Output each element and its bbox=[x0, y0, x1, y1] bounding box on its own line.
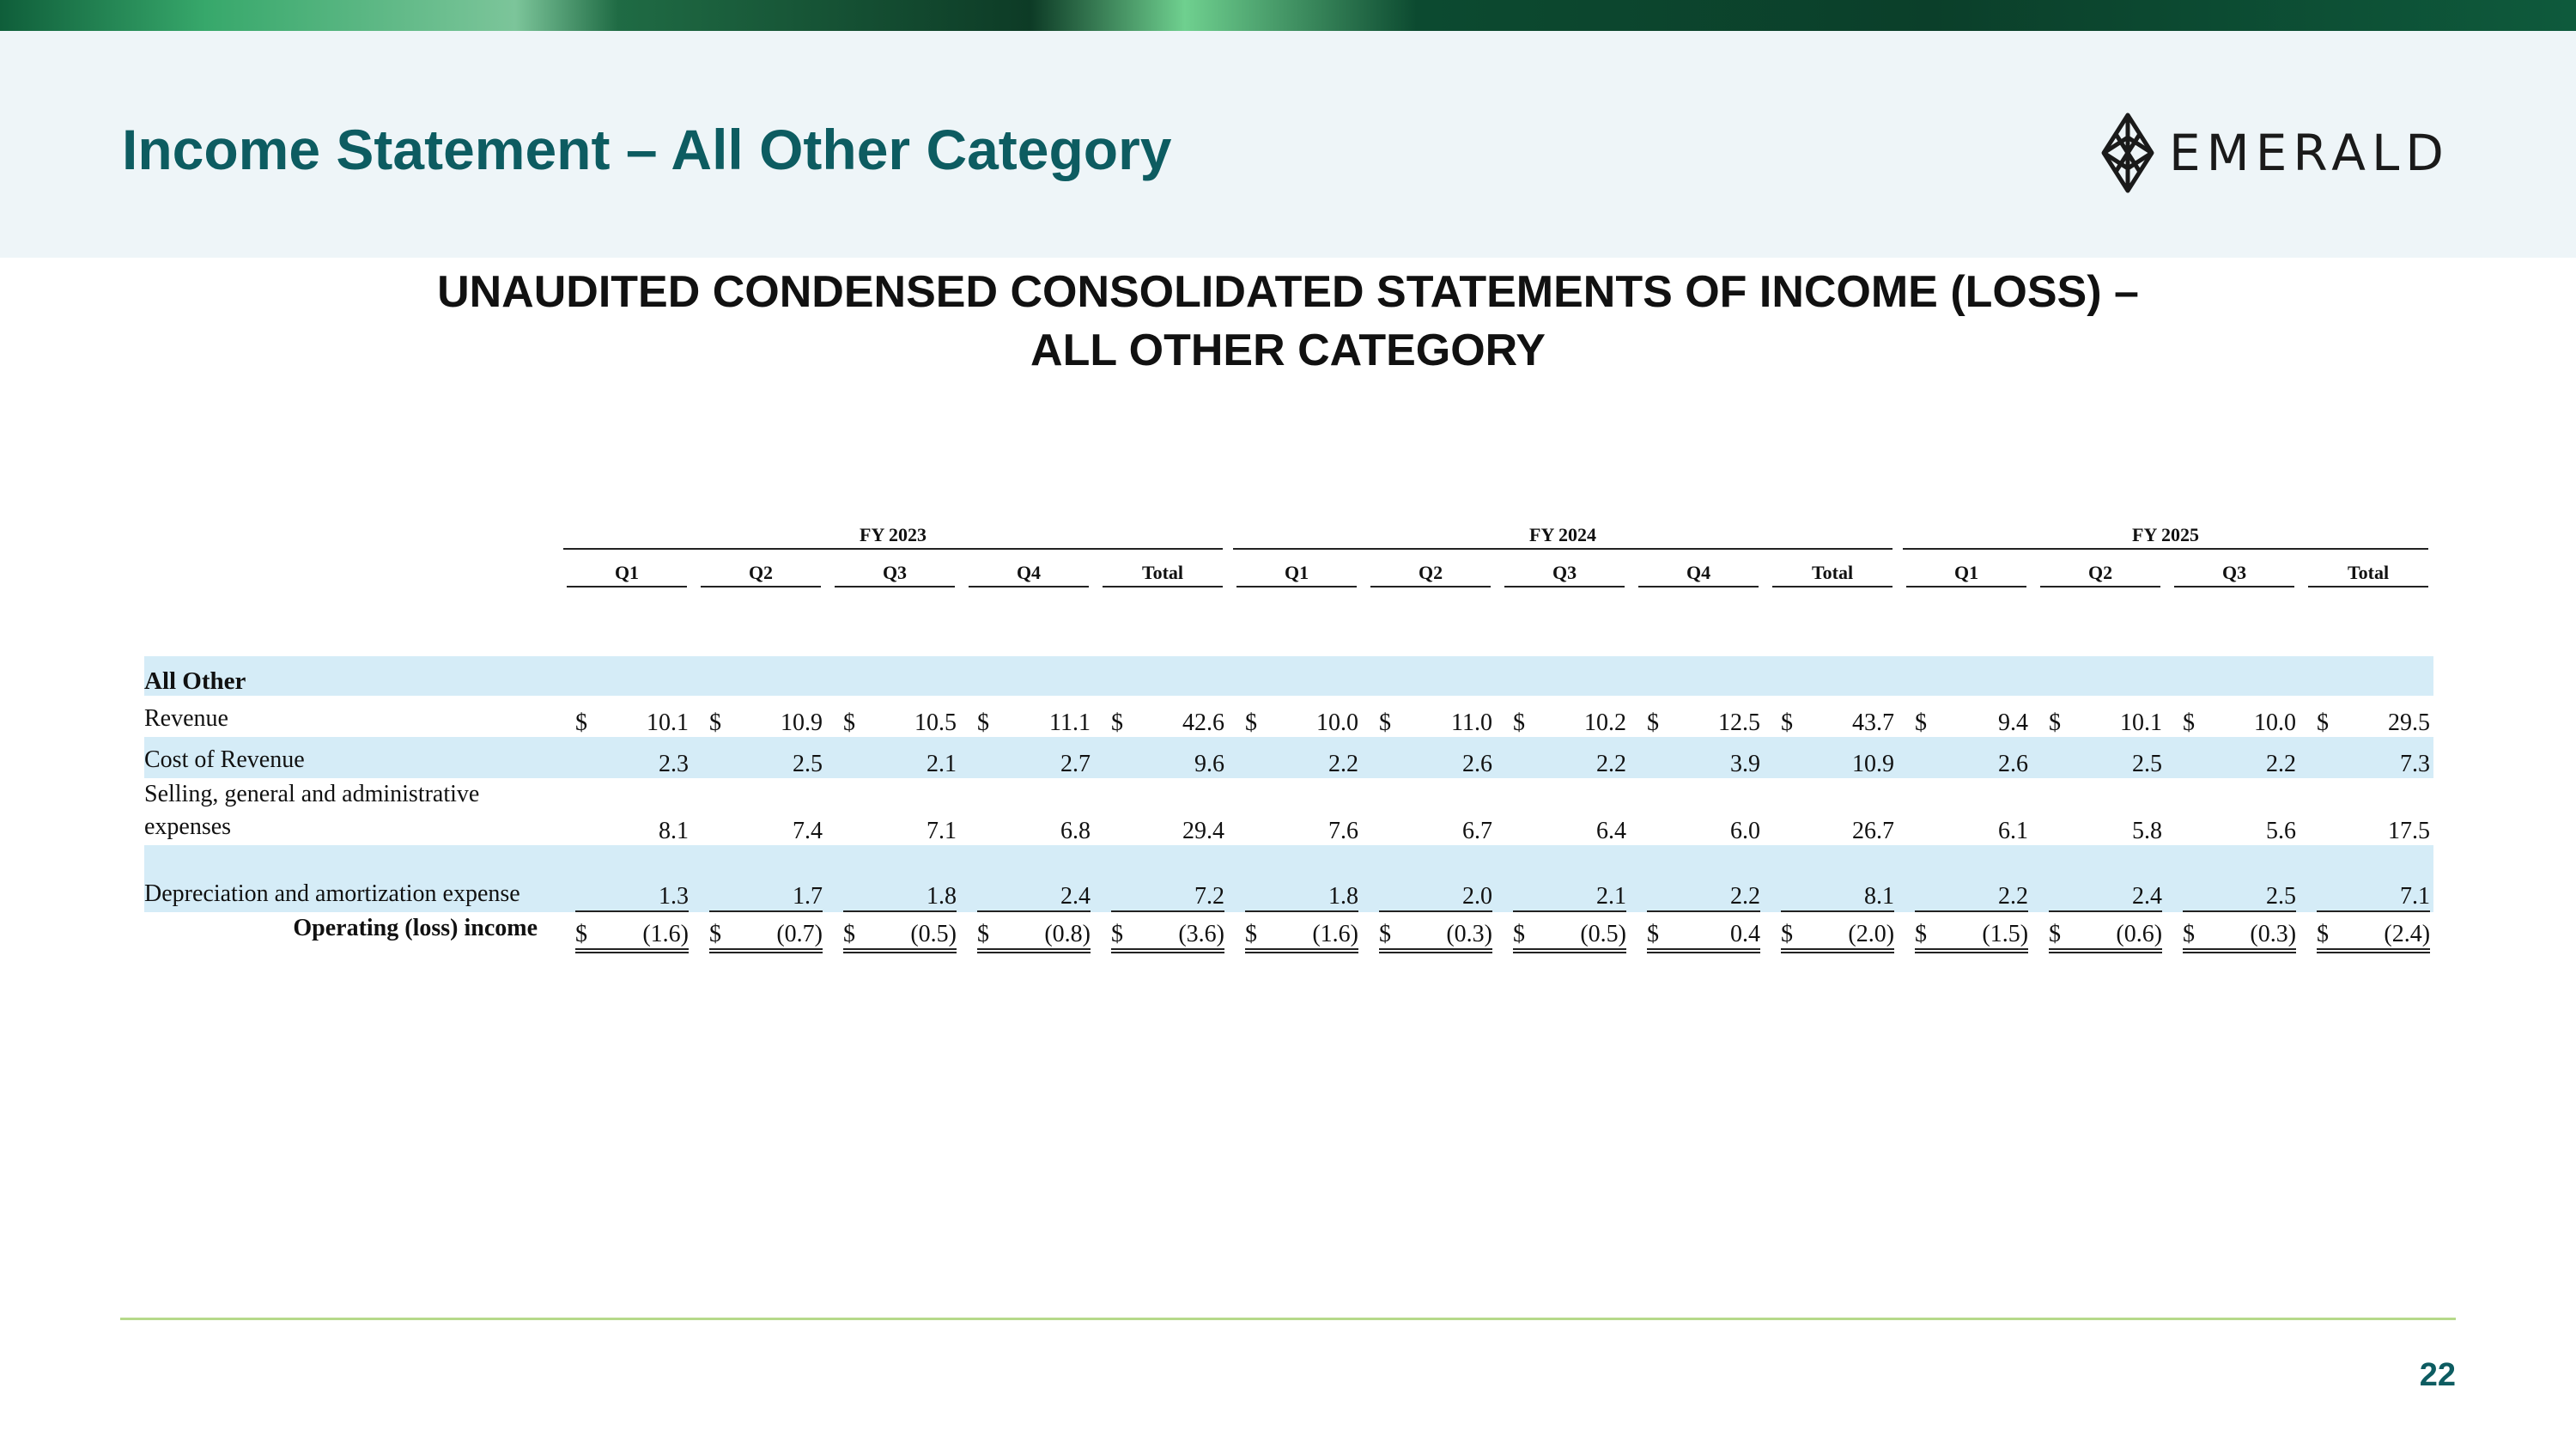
amount: 3.9 bbox=[1730, 751, 1761, 777]
value-cell bbox=[1764, 912, 1898, 953]
column-header: Total bbox=[1094, 550, 1228, 588]
fiscal-year-header-row bbox=[144, 524, 2433, 550]
amount: 9.4 bbox=[1998, 709, 2029, 736]
amount: (1.6) bbox=[642, 921, 689, 947]
value-cell bbox=[1362, 737, 1496, 778]
value-cell bbox=[960, 696, 1094, 737]
amount: 2.1 bbox=[1596, 883, 1627, 910]
amount: 5.6 bbox=[2266, 818, 2297, 844]
value-cell bbox=[1898, 845, 2032, 912]
amount: 6.8 bbox=[1060, 818, 1091, 844]
value-cell bbox=[1898, 696, 2032, 737]
year-header: FY 2024 bbox=[1228, 524, 1898, 550]
amount: 7.4 bbox=[793, 818, 823, 844]
column-header: Q4 bbox=[960, 550, 1094, 588]
footer-divider bbox=[120, 1318, 2456, 1320]
amount: (2.0) bbox=[1848, 921, 1895, 947]
value-cell bbox=[826, 845, 960, 912]
amount: 26.7 bbox=[1852, 818, 1895, 844]
amount: (0.5) bbox=[1580, 921, 1627, 947]
amount: 10.0 bbox=[2254, 709, 2297, 736]
year-header: FY 2025 bbox=[1898, 524, 2433, 550]
currency-symbol: $ bbox=[1781, 709, 1794, 736]
amount: 6.1 bbox=[1998, 818, 2029, 844]
row-label: Selling, general and administrative expenses bbox=[144, 781, 480, 840]
amount: 2.4 bbox=[2132, 883, 2163, 910]
amount: 10.0 bbox=[1316, 709, 1359, 736]
year-header: FY 2023 bbox=[558, 524, 1228, 550]
currency-symbol: $ bbox=[1513, 921, 1526, 947]
amount: (1.6) bbox=[1312, 921, 1359, 947]
currency-symbol: $ bbox=[1245, 709, 1258, 736]
amount: 42.6 bbox=[1182, 709, 1225, 736]
quarter-header-row bbox=[144, 550, 2433, 588]
amount: 2.1 bbox=[927, 751, 957, 777]
value-cell bbox=[1362, 912, 1496, 953]
decorative-banner bbox=[0, 0, 2576, 31]
amount: 9.6 bbox=[1194, 751, 1225, 777]
sga-expenses-row bbox=[144, 778, 2433, 845]
statement-heading-line-2: ALL OTHER CATEGORY bbox=[1030, 326, 1546, 375]
currency-symbol: $ bbox=[1379, 921, 1392, 947]
currency-symbol: $ bbox=[1647, 921, 1660, 947]
amount: 1.8 bbox=[1328, 883, 1359, 910]
column-header: Q3 bbox=[826, 550, 960, 588]
column-header: Q4 bbox=[1630, 550, 1764, 588]
section-header-row bbox=[144, 656, 2433, 696]
value-cell bbox=[1228, 778, 1362, 845]
value-cell bbox=[826, 778, 960, 845]
currency-symbol: $ bbox=[2183, 709, 2196, 736]
amount: 10.9 bbox=[1852, 751, 1895, 777]
value-cell bbox=[1496, 696, 1630, 737]
value-cell bbox=[2300, 696, 2433, 737]
section-label: All Other bbox=[144, 656, 2433, 696]
currency-symbol: $ bbox=[1379, 709, 1392, 736]
amount: 2.6 bbox=[1462, 751, 1493, 777]
value-cell bbox=[692, 845, 826, 912]
amount: 1.7 bbox=[793, 883, 823, 910]
amount: 2.0 bbox=[1462, 883, 1493, 910]
amount: 2.2 bbox=[1730, 883, 1761, 910]
amount: 11.1 bbox=[1049, 709, 1091, 736]
amount: 29.5 bbox=[2388, 709, 2431, 736]
slide-title: Income Statement – All Other Category bbox=[122, 118, 1172, 181]
amount: (0.6) bbox=[2116, 921, 2163, 947]
value-cell bbox=[960, 845, 1094, 912]
value-cell bbox=[2032, 737, 2166, 778]
amount: (2.4) bbox=[2384, 921, 2431, 947]
amount: 7.2 bbox=[1194, 883, 1225, 910]
value-cell bbox=[1630, 696, 1764, 737]
amount: (3.6) bbox=[1178, 921, 1225, 947]
value-cell bbox=[2032, 696, 2166, 737]
amount: 10.9 bbox=[781, 709, 823, 736]
amount: 10.2 bbox=[1584, 709, 1627, 736]
depreciation-amortization-row bbox=[144, 845, 2433, 912]
value-cell bbox=[2300, 778, 2433, 845]
amount: 2.7 bbox=[1060, 751, 1091, 777]
value-cell bbox=[1094, 696, 1228, 737]
amount: 1.3 bbox=[659, 883, 689, 910]
value-cell bbox=[2166, 737, 2300, 778]
currency-symbol: $ bbox=[977, 709, 989, 736]
amount: 10.1 bbox=[647, 709, 689, 736]
amount: 2.5 bbox=[2266, 883, 2297, 910]
value-cell bbox=[2032, 845, 2166, 912]
amount: 7.1 bbox=[927, 818, 957, 844]
amount: (1.5) bbox=[1982, 921, 2029, 947]
value-cell bbox=[1362, 696, 1496, 737]
value-cell bbox=[1764, 778, 1898, 845]
currency-symbol: $ bbox=[1111, 709, 1123, 736]
amount: 6.4 bbox=[1596, 818, 1627, 844]
amount: 7.1 bbox=[2400, 883, 2431, 910]
value-cell bbox=[2032, 912, 2166, 953]
amount: (0.5) bbox=[910, 921, 957, 947]
value-cell bbox=[2166, 696, 2300, 737]
value-cell bbox=[1630, 778, 1764, 845]
value-cell bbox=[1496, 912, 1630, 953]
statement-heading-line-1: UNAUDITED CONDENSED CONSOLIDATED STATEMENTS OF INCOME (LOSS) – bbox=[437, 267, 2139, 317]
amount: 2.2 bbox=[2266, 751, 2297, 777]
row-label: Depreciation and amortization expense bbox=[144, 845, 558, 912]
value-cell bbox=[1362, 845, 1496, 912]
value-cell bbox=[960, 912, 1094, 953]
value-cell bbox=[1496, 845, 1630, 912]
amount: 10.1 bbox=[2120, 709, 2163, 736]
value-cell bbox=[2032, 778, 2166, 845]
amount: 2.5 bbox=[793, 751, 823, 777]
emerald-gem-icon bbox=[2100, 112, 2155, 194]
amount: 7.3 bbox=[2400, 751, 2431, 777]
amount: (0.8) bbox=[1044, 921, 1091, 947]
company-logo bbox=[2100, 112, 2450, 194]
logo-wordmark: EMERALD bbox=[2169, 124, 2450, 182]
value-cell bbox=[2166, 845, 2300, 912]
currency-symbol: $ bbox=[1245, 921, 1258, 947]
value-cell bbox=[2300, 912, 2433, 953]
currency-symbol: $ bbox=[843, 709, 855, 736]
row-label: Operating (loss) income bbox=[293, 915, 538, 941]
amount: 2.2 bbox=[1328, 751, 1359, 777]
amount: 10.5 bbox=[914, 709, 957, 736]
operating-income-row bbox=[144, 912, 2433, 953]
value-cell bbox=[1898, 912, 2032, 953]
statement-heading bbox=[0, 263, 2576, 380]
column-header: Q1 bbox=[558, 550, 692, 588]
column-header: Q2 bbox=[692, 550, 826, 588]
amount: (0.3) bbox=[1446, 921, 1493, 947]
income-statement-table bbox=[144, 524, 2433, 953]
amount: (0.3) bbox=[2250, 921, 2297, 947]
amount: 2.2 bbox=[1998, 883, 2029, 910]
currency-symbol: $ bbox=[843, 921, 855, 947]
value-cell bbox=[2300, 845, 2433, 912]
value-cell bbox=[692, 696, 826, 737]
value-cell bbox=[692, 912, 826, 953]
value-cell bbox=[558, 845, 692, 912]
column-header: Q3 bbox=[2166, 550, 2300, 588]
value-cell bbox=[1362, 778, 1496, 845]
currency-symbol: $ bbox=[575, 921, 587, 947]
value-cell bbox=[960, 778, 1094, 845]
row-label: Cost of Revenue bbox=[144, 737, 558, 778]
currency-symbol: $ bbox=[1647, 709, 1660, 736]
currency-symbol: $ bbox=[1111, 921, 1123, 947]
amount: 43.7 bbox=[1852, 709, 1895, 736]
value-cell bbox=[1496, 737, 1630, 778]
value-cell bbox=[1496, 778, 1630, 845]
column-header: Q2 bbox=[1362, 550, 1496, 588]
value-cell bbox=[1094, 912, 1228, 953]
amount: 5.8 bbox=[2132, 818, 2163, 844]
revenue-row bbox=[144, 696, 2433, 737]
currency-symbol: $ bbox=[2317, 921, 2330, 947]
currency-symbol: $ bbox=[1513, 709, 1526, 736]
value-cell bbox=[558, 778, 692, 845]
currency-symbol: $ bbox=[1915, 921, 1928, 947]
value-cell bbox=[2166, 912, 2300, 953]
amount: 2.3 bbox=[659, 751, 689, 777]
value-cell bbox=[558, 696, 692, 737]
currency-symbol: $ bbox=[2049, 709, 2062, 736]
value-cell bbox=[2166, 778, 2300, 845]
value-cell bbox=[1898, 737, 2032, 778]
value-cell bbox=[1630, 912, 1764, 953]
amount: 1.8 bbox=[927, 883, 957, 910]
amount: 8.1 bbox=[1864, 883, 1895, 910]
amount: 6.7 bbox=[1462, 818, 1493, 844]
value-cell bbox=[826, 912, 960, 953]
value-cell bbox=[1764, 845, 1898, 912]
amount: 8.1 bbox=[659, 818, 689, 844]
value-cell bbox=[1764, 737, 1898, 778]
currency-symbol: $ bbox=[2049, 921, 2062, 947]
cost-of-revenue-row bbox=[144, 737, 2433, 778]
amount: 6.0 bbox=[1730, 818, 1761, 844]
column-header: Q1 bbox=[1898, 550, 2032, 588]
value-cell bbox=[692, 778, 826, 845]
value-cell bbox=[826, 737, 960, 778]
amount: 29.4 bbox=[1182, 818, 1225, 844]
currency-symbol: $ bbox=[709, 709, 721, 736]
amount: 2.6 bbox=[1998, 751, 2029, 777]
amount: 17.5 bbox=[2388, 818, 2431, 844]
value-cell bbox=[1630, 845, 1764, 912]
currency-symbol: $ bbox=[2183, 921, 2196, 947]
value-cell bbox=[826, 696, 960, 737]
currency-symbol: $ bbox=[709, 921, 721, 947]
amount: 2.5 bbox=[2132, 751, 2163, 777]
value-cell bbox=[1094, 845, 1228, 912]
value-cell bbox=[1764, 696, 1898, 737]
column-header: Total bbox=[2300, 550, 2433, 588]
amount: 2.4 bbox=[1060, 883, 1091, 910]
amount: 12.5 bbox=[1718, 709, 1761, 736]
value-cell bbox=[1228, 696, 1362, 737]
value-cell bbox=[1094, 737, 1228, 778]
currency-symbol: $ bbox=[1781, 921, 1794, 947]
column-header: Q2 bbox=[2032, 550, 2166, 588]
amount: 7.6 bbox=[1328, 818, 1359, 844]
column-header: Q1 bbox=[1228, 550, 1362, 588]
page-number: 22 bbox=[2419, 1357, 2456, 1393]
value-cell bbox=[1630, 737, 1764, 778]
value-cell bbox=[960, 737, 1094, 778]
value-cell bbox=[1228, 912, 1362, 953]
value-cell bbox=[2300, 737, 2433, 778]
amount: 11.0 bbox=[1451, 709, 1493, 736]
row-label: Revenue bbox=[144, 705, 228, 732]
currency-symbol: $ bbox=[1915, 709, 1928, 736]
amount: 2.2 bbox=[1596, 751, 1627, 777]
value-cell bbox=[558, 912, 692, 953]
value-cell bbox=[1228, 737, 1362, 778]
amount: (0.7) bbox=[776, 921, 823, 947]
value-cell bbox=[692, 737, 826, 778]
currency-symbol: $ bbox=[977, 921, 989, 947]
value-cell bbox=[1898, 778, 2032, 845]
amount: 0.4 bbox=[1730, 921, 1761, 947]
currency-symbol: $ bbox=[2317, 709, 2330, 736]
column-header: Q3 bbox=[1496, 550, 1630, 588]
column-header: Total bbox=[1764, 550, 1898, 588]
value-cell bbox=[1228, 845, 1362, 912]
value-cell bbox=[1094, 778, 1228, 845]
currency-symbol: $ bbox=[575, 709, 587, 736]
value-cell bbox=[558, 737, 692, 778]
